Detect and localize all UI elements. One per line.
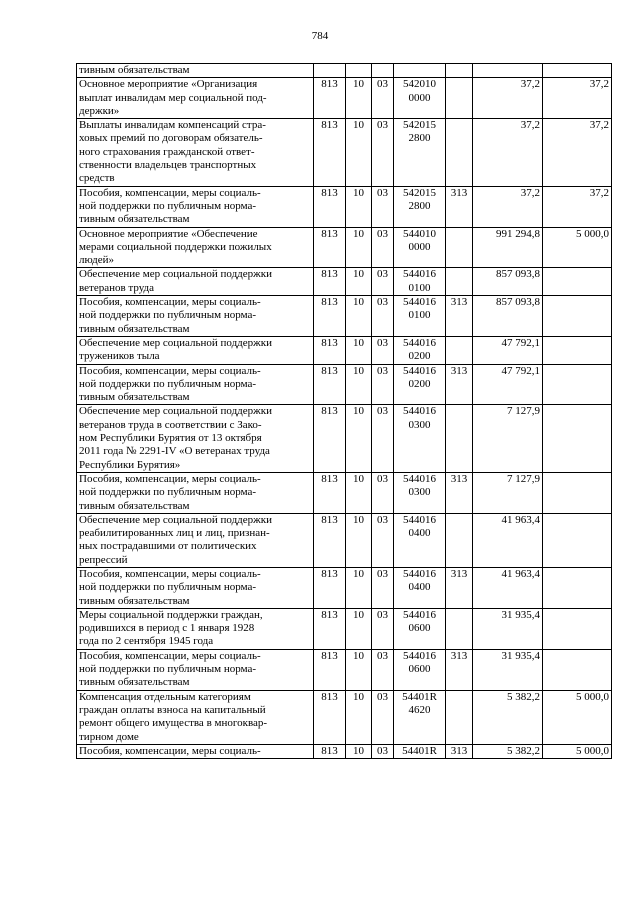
cell-name-line: ветеранов труда в соответствии с Зако- bbox=[79, 418, 262, 431]
cell-csr bbox=[394, 296, 446, 337]
cell-name bbox=[77, 690, 314, 744]
cell-sum-2: 37,2 bbox=[543, 186, 612, 227]
table-row bbox=[77, 690, 612, 744]
cell-name-line: ной поддержки по публичным норма- bbox=[79, 663, 256, 676]
cell-vr bbox=[446, 78, 473, 119]
cell-sum-1: 37,2 bbox=[473, 78, 543, 119]
cell-sum-1: 41 963,4 bbox=[473, 567, 543, 608]
table-row bbox=[77, 119, 612, 186]
table-row bbox=[77, 405, 612, 472]
cell-name-line: ремонт общего имущества в многоквар- bbox=[79, 717, 268, 730]
cell-ved: 813 bbox=[314, 268, 346, 296]
table-row bbox=[77, 186, 612, 227]
cell-csr-part: 54401R bbox=[402, 690, 437, 703]
cell-name-line: ного страхования гражданской ответ- bbox=[79, 145, 255, 158]
cell-rz: 10 bbox=[346, 513, 372, 567]
cell-name-line: ной поддержки по публичным норма- bbox=[79, 486, 256, 499]
cell-vr bbox=[446, 405, 473, 472]
cell-csr bbox=[394, 608, 446, 649]
cell-sum-2 bbox=[543, 405, 612, 472]
cell-ved bbox=[314, 64, 346, 78]
table-row bbox=[77, 513, 612, 567]
cell-pr: 03 bbox=[372, 513, 394, 567]
cell-name-line: ных пострадавшими от политических bbox=[79, 540, 257, 553]
cell-name bbox=[77, 296, 314, 337]
cell-sum-1: 7 127,9 bbox=[473, 405, 543, 472]
cell-pr: 03 bbox=[372, 119, 394, 186]
cell-name bbox=[77, 472, 314, 513]
cell-pr: 03 bbox=[372, 186, 394, 227]
cell-csr-part: 0300 bbox=[408, 486, 431, 499]
page-number: 784 bbox=[311, 30, 329, 42]
cell-csr bbox=[394, 78, 446, 119]
cell-csr-part: 544016 bbox=[403, 268, 436, 281]
cell-vr bbox=[446, 690, 473, 744]
cell-csr bbox=[394, 64, 446, 78]
cell-pr: 03 bbox=[372, 690, 394, 744]
cell-sum-1: 991 294,8 bbox=[473, 227, 543, 268]
cell-sum-1: 7 127,9 bbox=[473, 472, 543, 513]
cell-csr-part: 2800 bbox=[408, 132, 431, 145]
cell-name-line: Основное мероприятие «Обеспечение bbox=[79, 227, 258, 240]
cell-vr bbox=[446, 227, 473, 268]
cell-csr bbox=[394, 119, 446, 186]
cell-name bbox=[77, 268, 314, 296]
cell-csr-part: 544016 bbox=[403, 567, 436, 580]
cell-sum-2 bbox=[543, 472, 612, 513]
cell-ved: 813 bbox=[314, 227, 346, 268]
cell-ved: 813 bbox=[314, 513, 346, 567]
table-row bbox=[77, 336, 612, 364]
cell-csr-part: 0100 bbox=[408, 309, 431, 322]
cell-sum-2 bbox=[543, 608, 612, 649]
cell-csr-part: 0400 bbox=[408, 527, 431, 540]
cell-name-line: ной поддержки по публичным норма- bbox=[79, 581, 256, 594]
cell-csr-part: 0600 bbox=[408, 663, 431, 676]
cell-sum-2: 5 000,0 bbox=[543, 690, 612, 744]
cell-csr bbox=[394, 336, 446, 364]
cell-ved: 813 bbox=[314, 608, 346, 649]
cell-rz: 10 bbox=[346, 472, 372, 513]
cell-csr bbox=[394, 744, 446, 758]
cell-name-line: тивным обязательствам bbox=[79, 594, 190, 607]
cell-pr: 03 bbox=[372, 336, 394, 364]
cell-name bbox=[77, 364, 314, 405]
cell-csr-part: 544016 bbox=[403, 405, 436, 418]
cell-csr-part: 544016 bbox=[403, 513, 436, 526]
cell-name-line: родившихся в период с 1 января 1928 bbox=[79, 622, 255, 635]
cell-vr: 313 bbox=[446, 649, 473, 690]
cell-sum-1: 857 093,8 bbox=[473, 296, 543, 337]
cell-csr bbox=[394, 649, 446, 690]
cell-csr-part: 0300 bbox=[408, 418, 431, 431]
cell-csr-part: 2800 bbox=[408, 199, 431, 212]
cell-sum-1 bbox=[473, 64, 543, 78]
cell-name bbox=[77, 608, 314, 649]
cell-vr bbox=[446, 513, 473, 567]
cell-name-line: реабилитированных лиц и лиц, признан- bbox=[79, 527, 270, 540]
cell-csr-part: 544016 bbox=[403, 472, 436, 485]
cell-csr-part: 542010 bbox=[403, 78, 436, 91]
cell-rz: 10 bbox=[346, 268, 372, 296]
cell-name-line: ной поддержки по публичным норма- bbox=[79, 309, 256, 322]
cell-name-line: Обеспечение мер социальной поддержки bbox=[79, 268, 272, 281]
cell-sum-2 bbox=[543, 567, 612, 608]
cell-name bbox=[77, 64, 314, 78]
cell-csr bbox=[394, 268, 446, 296]
cell-sum-2: 37,2 bbox=[543, 119, 612, 186]
cell-sum-2 bbox=[543, 296, 612, 337]
cell-vr bbox=[446, 608, 473, 649]
cell-vr bbox=[446, 268, 473, 296]
cell-sum-1: 31 935,4 bbox=[473, 649, 543, 690]
cell-name-line: Республики Бурятия» bbox=[79, 458, 181, 471]
cell-name-line: Пособия, компенсации, меры социаль- bbox=[79, 472, 261, 485]
cell-rz: 10 bbox=[346, 78, 372, 119]
cell-name-line: ной поддержки по публичным норма- bbox=[79, 199, 256, 212]
cell-csr bbox=[394, 567, 446, 608]
cell-vr bbox=[446, 119, 473, 186]
cell-sum-1: 47 792,1 bbox=[473, 364, 543, 405]
cell-name bbox=[77, 78, 314, 119]
cell-vr bbox=[446, 64, 473, 78]
cell-csr bbox=[394, 690, 446, 744]
cell-sum-2 bbox=[543, 649, 612, 690]
cell-sum-2 bbox=[543, 513, 612, 567]
cell-name-line: ном Республики Бурятия от 13 октября bbox=[79, 432, 262, 445]
cell-ved: 813 bbox=[314, 649, 346, 690]
cell-name-line: держки» bbox=[79, 104, 120, 117]
cell-name-line: Пособия, компенсации, меры социаль- bbox=[79, 186, 261, 199]
cell-name-line: Основное мероприятие «Организация bbox=[79, 78, 258, 91]
cell-name bbox=[77, 513, 314, 567]
cell-pr: 03 bbox=[372, 567, 394, 608]
cell-name-line: Пособия, компенсации, меры социаль- bbox=[79, 744, 261, 757]
cell-pr: 03 bbox=[372, 405, 394, 472]
cell-name bbox=[77, 227, 314, 268]
table-row bbox=[77, 567, 612, 608]
cell-name-line: Меры социальной поддержки граждан, bbox=[79, 608, 263, 621]
cell-rz: 10 bbox=[346, 690, 372, 744]
cell-rz: 10 bbox=[346, 296, 372, 337]
table-row bbox=[77, 296, 612, 337]
cell-rz: 10 bbox=[346, 227, 372, 268]
table-row-continued bbox=[77, 64, 612, 78]
cell-rz: 10 bbox=[346, 405, 372, 472]
cell-csr-part: 544016 bbox=[403, 364, 436, 377]
cell-rz: 10 bbox=[346, 567, 372, 608]
table-row bbox=[77, 744, 612, 758]
cell-csr-part: 4620 bbox=[408, 703, 431, 716]
cell-sum-2 bbox=[543, 64, 612, 78]
cell-rz: 10 bbox=[346, 364, 372, 405]
cell-ved: 813 bbox=[314, 472, 346, 513]
cell-name-line: людей» bbox=[79, 254, 115, 267]
cell-csr-part: 544016 bbox=[403, 336, 436, 349]
cell-name bbox=[77, 119, 314, 186]
cell-ved: 813 bbox=[314, 78, 346, 119]
cell-ved: 813 bbox=[314, 186, 346, 227]
cell-name-line: Выплаты инвалидам компенсаций стра- bbox=[79, 119, 266, 132]
table-row bbox=[77, 472, 612, 513]
cell-rz bbox=[346, 64, 372, 78]
cell-csr-part: 544016 bbox=[403, 608, 436, 621]
budget-table bbox=[76, 63, 612, 759]
cell-name-line: тирном доме bbox=[79, 730, 139, 743]
cell-csr bbox=[394, 227, 446, 268]
cell-csr-part: 0200 bbox=[408, 350, 431, 363]
cell-name bbox=[77, 336, 314, 364]
cell-vr: 313 bbox=[446, 364, 473, 405]
cell-vr: 313 bbox=[446, 744, 473, 758]
cell-ved: 813 bbox=[314, 296, 346, 337]
cell-pr: 03 bbox=[372, 649, 394, 690]
cell-name bbox=[77, 649, 314, 690]
cell-name bbox=[77, 744, 314, 758]
cell-ved: 813 bbox=[314, 119, 346, 186]
cell-name-line: тивным обязательствам bbox=[79, 676, 190, 689]
cell-sum-2 bbox=[543, 268, 612, 296]
cell-csr bbox=[394, 472, 446, 513]
cell-ved: 813 bbox=[314, 405, 346, 472]
cell-sum-2: 5 000,0 bbox=[543, 227, 612, 268]
cell-rz: 10 bbox=[346, 649, 372, 690]
cell-csr-part: 544016 bbox=[403, 649, 436, 662]
cell-name-line: Пособия, компенсации, меры социаль- bbox=[79, 567, 261, 580]
cell-name-line: ветеранов труда bbox=[79, 281, 154, 294]
cell-pr: 03 bbox=[372, 608, 394, 649]
cell-sum-1: 37,2 bbox=[473, 186, 543, 227]
table-row bbox=[77, 227, 612, 268]
cell-name-line: ной поддержки по публичным норма- bbox=[79, 377, 256, 390]
cell-rz: 10 bbox=[346, 744, 372, 758]
cell-name-line: Пособия, компенсации, меры социаль- bbox=[79, 364, 261, 377]
cell-name-line: ственности владельцев транспортных bbox=[79, 159, 257, 172]
cell-pr: 03 bbox=[372, 364, 394, 405]
table-row bbox=[77, 649, 612, 690]
cell-sum-1: 47 792,1 bbox=[473, 336, 543, 364]
cell-name-line: Пособия, компенсации, меры социаль- bbox=[79, 649, 261, 662]
cell-ved: 813 bbox=[314, 744, 346, 758]
cell-name-line: года по 2 сентября 1945 года bbox=[79, 635, 214, 648]
cell-name bbox=[77, 405, 314, 472]
cell-name-line: тивным обязательствам bbox=[79, 64, 190, 76]
cell-ved: 813 bbox=[314, 690, 346, 744]
cell-csr-part: 0400 bbox=[408, 581, 431, 594]
cell-csr-part: 0200 bbox=[408, 377, 431, 390]
cell-csr-part: 542015 bbox=[403, 119, 436, 132]
cell-vr bbox=[446, 336, 473, 364]
cell-pr bbox=[372, 64, 394, 78]
cell-name-line: репрессий bbox=[79, 553, 128, 566]
cell-csr-part: 0000 bbox=[408, 91, 431, 104]
cell-name bbox=[77, 186, 314, 227]
cell-vr: 313 bbox=[446, 567, 473, 608]
cell-sum-1: 5 382,2 bbox=[473, 744, 543, 758]
cell-name-line: Компенсация отдельным категориям bbox=[79, 690, 251, 703]
cell-name-line: ховых премий по договорам обязатель- bbox=[79, 132, 263, 145]
cell-name-line: тивным обязательствам bbox=[79, 391, 190, 404]
cell-name-line: мерами социальной поддержки пожилых bbox=[79, 240, 272, 253]
cell-ved: 813 bbox=[314, 336, 346, 364]
cell-name-line: средств bbox=[79, 172, 115, 185]
cell-name-line: тружеников тыла bbox=[79, 350, 160, 363]
cell-vr: 313 bbox=[446, 186, 473, 227]
cell-csr-part: 0600 bbox=[408, 622, 431, 635]
cell-csr-part: 0100 bbox=[408, 281, 431, 294]
cell-name-line: тивным обязательствам bbox=[79, 213, 190, 226]
cell-name bbox=[77, 567, 314, 608]
cell-name-line: Обеспечение мер социальной поддержки bbox=[79, 336, 272, 349]
cell-name-line: тивным обязательствам bbox=[79, 499, 190, 512]
cell-sum-1: 37,2 bbox=[473, 119, 543, 186]
cell-ved: 813 bbox=[314, 567, 346, 608]
cell-sum-1: 31 935,4 bbox=[473, 608, 543, 649]
table-row bbox=[77, 78, 612, 119]
cell-csr-part: 542015 bbox=[403, 186, 436, 199]
cell-pr: 03 bbox=[372, 227, 394, 268]
cell-sum-2: 5 000,0 bbox=[543, 744, 612, 758]
cell-csr bbox=[394, 405, 446, 472]
cell-name-line: 2011 года № 2291-IV «О ветеранах труда bbox=[79, 445, 270, 458]
cell-ved: 813 bbox=[314, 364, 346, 405]
cell-name-line: граждан оплаты взноса на капитальный bbox=[79, 703, 266, 716]
cell-name-line: Обеспечение мер социальной поддержки bbox=[79, 513, 272, 526]
cell-pr: 03 bbox=[372, 268, 394, 296]
cell-pr: 03 bbox=[372, 472, 394, 513]
table-row bbox=[77, 364, 612, 405]
cell-csr bbox=[394, 186, 446, 227]
cell-vr: 313 bbox=[446, 296, 473, 337]
cell-csr bbox=[394, 364, 446, 405]
cell-name-line: выплат инвалидам мер социальной под- bbox=[79, 91, 267, 104]
cell-name-line: Пособия, компенсации, меры социаль- bbox=[79, 296, 261, 309]
cell-name-line: Обеспечение мер социальной поддержки bbox=[79, 405, 272, 418]
cell-sum-1: 857 093,8 bbox=[473, 268, 543, 296]
cell-sum-2 bbox=[543, 364, 612, 405]
cell-pr: 03 bbox=[372, 744, 394, 758]
cell-pr: 03 bbox=[372, 296, 394, 337]
cell-pr: 03 bbox=[372, 78, 394, 119]
cell-rz: 10 bbox=[346, 186, 372, 227]
cell-sum-2 bbox=[543, 336, 612, 364]
cell-sum-1: 41 963,4 bbox=[473, 513, 543, 567]
cell-sum-2: 37,2 bbox=[543, 78, 612, 119]
table-row bbox=[77, 268, 612, 296]
cell-csr-part: 544016 bbox=[403, 296, 436, 309]
cell-rz: 10 bbox=[346, 608, 372, 649]
cell-csr-part: 54401R bbox=[402, 744, 437, 757]
cell-csr-part: 544010 bbox=[403, 227, 436, 240]
cell-rz: 10 bbox=[346, 336, 372, 364]
table-row bbox=[77, 608, 612, 649]
cell-name-line: тивным обязательствам bbox=[79, 322, 190, 335]
cell-csr bbox=[394, 513, 446, 567]
cell-csr-part: 0000 bbox=[408, 240, 431, 253]
cell-sum-1: 5 382,2 bbox=[473, 690, 543, 744]
cell-rz: 10 bbox=[346, 119, 372, 186]
cell-vr: 313 bbox=[446, 472, 473, 513]
